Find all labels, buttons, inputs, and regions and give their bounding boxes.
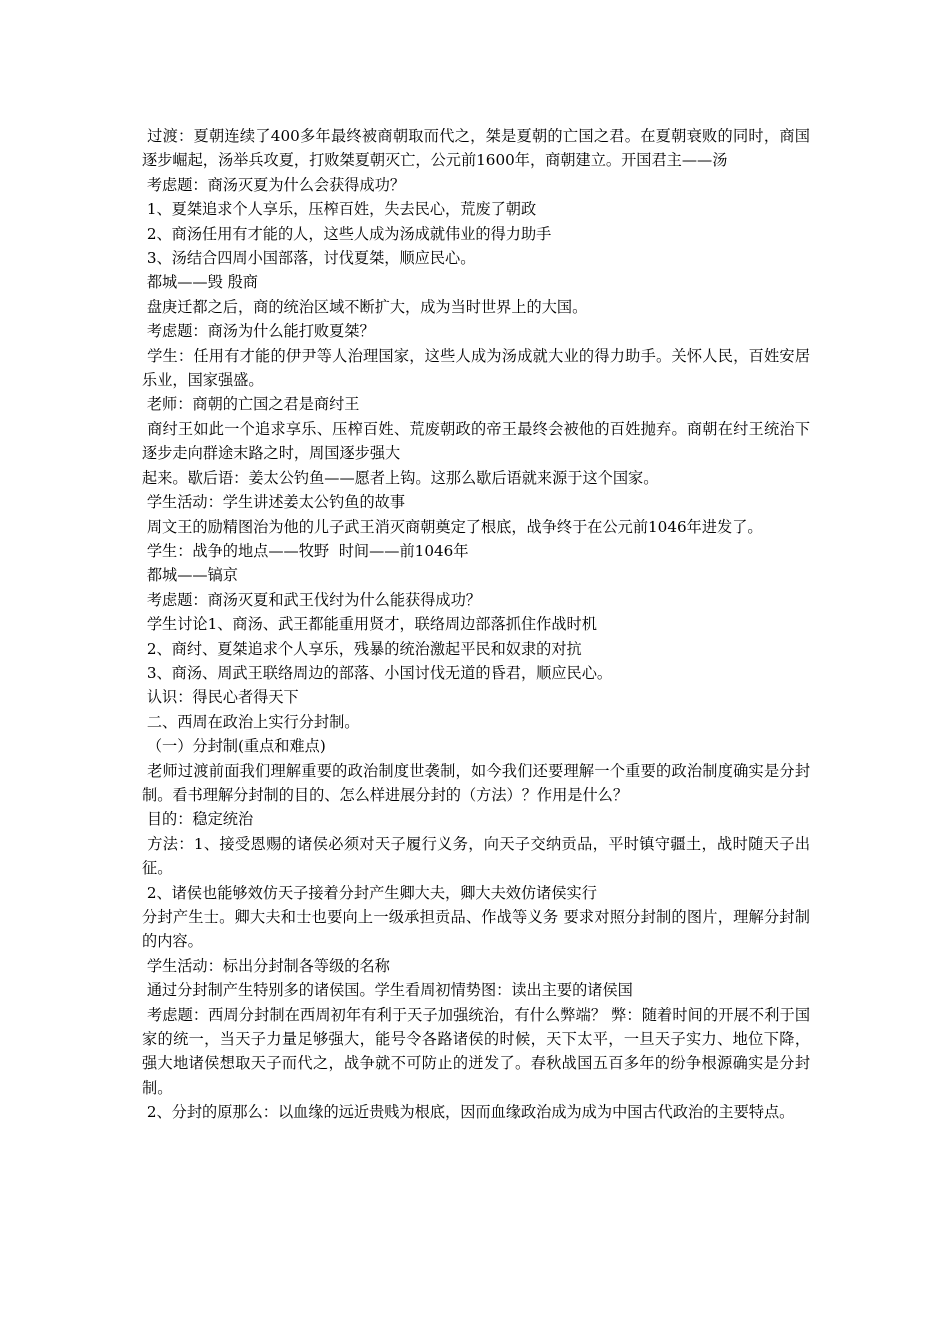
paragraph-capital-shang: 都城——毁 殷商 xyxy=(142,273,258,292)
paragraph-purpose: 目的：稳定统治 xyxy=(142,810,254,829)
paragraph-idiom: 起来。歇后语：姜太公钓鱼——愿者上钩。这那么歇后语就来源于这个国家。 xyxy=(142,468,659,487)
paragraph-discussion-2: 2、商纣、夏桀追求个人享乐，残暴的统治激起平民和奴隶的对抗 xyxy=(142,639,582,658)
paragraph-method-2: 2、诸侯也能够效仿天子接着分封产生卿大夫，卿大夫效仿诸侯实行 xyxy=(142,883,597,902)
paragraph-subsection-1: （一）分封制(重点和难点) xyxy=(142,737,326,756)
paragraph-king-zhou: 商纣王如此一个追求享乐、压榨百姓、荒废朝政的帝王最终会被他的百姓抛弃。商朝在纣王统治下逐步走向群途末路之时，周国逐步强大 xyxy=(142,419,811,463)
paragraph-section-2: 二、西周在政治上实行分封制。 xyxy=(142,712,360,731)
paragraph-transition: 过渡：夏朝连续了400多年最终被商朝取而代之，桀是夏朝的亡国之君。在夏朝衰败的同时，商国逐步崛起，汤举兵攻夏，打败桀夏朝灭亡，公元前1600年，商朝建立。开国君主——汤 xyxy=(142,127,810,170)
document-body xyxy=(142,124,810,1125)
paragraph-conclusion: 认识：得民心者得天下 xyxy=(142,688,299,707)
paragraph-king-wen: 周文王的励精图治为他的儿子武王消灭商朝奠定了根底，战争终于在公元前1046年进发了。 xyxy=(142,517,763,536)
paragraph-question-1: 考虑题：商汤灭夏为什么会获得成功？ xyxy=(142,175,406,194)
paragraph-point-1: 1、夏桀追求个人享乐，压榨百姓，失去民心，荒废了朝政 xyxy=(142,200,537,219)
paragraph-capital-zhou: 都城——镐京 xyxy=(142,566,238,585)
paragraph-teacher-transition: 老师过渡前面我们理解重要的政治制度世袭制，如今我们还要理解一个重要的政治制度确实是分封制。看书理解分封制的目的、怎么样进展分封的（方法）？作用是什么？ xyxy=(142,761,811,804)
paragraph-principle: 2、分封的原那么：以血缘的远近贵贱为根底，因而血缘政治成为成为中国古代政治的主要特点。 xyxy=(142,1103,795,1122)
paragraph-question-3: 考虑题：商汤灭夏和武王伐纣为什么能获得成功？ xyxy=(142,590,481,609)
paragraph-student-activity-1: 学生活动：学生讲述姜太公钓鱼的故事 xyxy=(142,493,406,512)
paragraph-discussion-3: 3、商汤、周武王联络周边的部落、小国讨伐无道的昏君，顺应民心。 xyxy=(142,663,613,682)
paragraph-student-activity-2: 学生活动：标出分封制各等级的名称 xyxy=(142,956,390,975)
paragraph-pangeng: 盘庚迁都之后，商的统治区域不断扩大，成为当时世界上的大国。 xyxy=(142,297,588,316)
paragraph-vassal-states: 通过分封制产生特别多的诸侯国。学生看周初情势图：读出主要的诸侯国 xyxy=(142,981,633,1000)
paragraph-battle: 学生：战争的地点——牧野 时间——前1046年 xyxy=(142,541,469,560)
paragraph-point-2: 2、商汤任用有才能的人，这些人成为汤成就伟业的得力助手 xyxy=(142,224,552,243)
paragraph-point-3: 3、汤结合四周小国部落，讨伐夏桀，顺应民心。 xyxy=(142,249,476,268)
paragraph-discussion-1: 学生讨论1、商汤、武王都能重用贤才，联络周边部落抓住作战时机 xyxy=(142,615,597,634)
paragraph-question-2: 考虑题：商汤为什么能打败夏桀？ xyxy=(142,322,375,341)
paragraph-student-answer: 学生：任用有才能的伊尹等人治理国家，这些人成为汤成就大业的得力助手。关怀人民，百姓安居乐业，国家强盛。 xyxy=(142,346,811,390)
paragraph-method-1: 方法：1、接受恩赐的诸侯必须对天子履行义务，向天子交纳贡品，平时镇守疆土，战时随天子出征。 xyxy=(142,834,811,878)
paragraph-method-2-cont: 分封产生士。卿大夫和士也要向上一级承担贡品、作战等义务 要求对照分封制的图片，理解分封制的内容。 xyxy=(142,908,810,951)
paragraph-teacher-note: 老师：商朝的亡国之君是商纣王 xyxy=(142,395,360,414)
paragraph-question-4: 考虑题：西周分封制在西周初年有利于天子加强统治，有什么弊端？ 弊：随着时间的开展不利于国家的统一，当天子力量足够强大，能号令各路诸侯的时候，天下太平，一旦天子实力、地位下降，强大地诸侯想取天子而代之，战争就不可防止的迸发了。春秋战国五百多年的纷争根源确实是分封制。 xyxy=(142,1005,811,1097)
